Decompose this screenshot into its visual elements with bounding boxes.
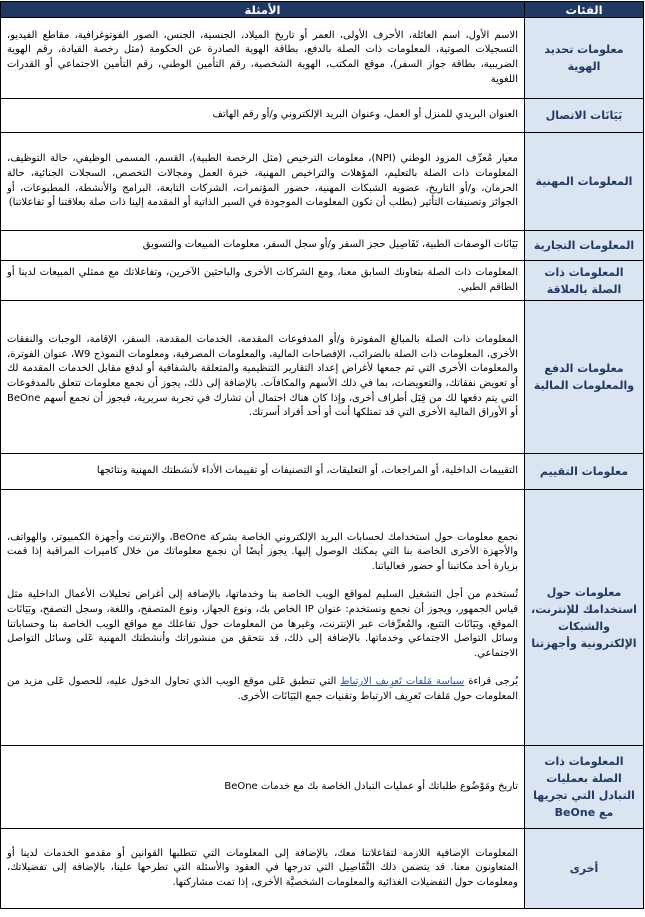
category-cell: معلومات التقييم [525,454,644,490]
category-cell: المعلومات المهنية [525,133,644,231]
examples-text: المعلومات ذات الصلة بتعاونك السابق معنا، ومع الشركات الأخرى والباحثين الآخرين، وتفاعلاتك مع ممثلي المبيعات لدينا أو الطاقم الطبي. [7,266,518,293]
table-row [1,99,644,133]
table-row [1,454,644,490]
header-examples: الأمثلة [1,2,525,18]
examples-text: نجمع معلومات حول استخدامك لحسابات البريد الإلكتروني الخاصة بشركة BeOne، والإنترنت وأجهزة الكمبيوتر، والهواتف، والأجهزة الأخرى الخاصة بنا التي يمكنك الوصول إليها. يجوز أيضًا أن نجمع معلوماتك من خلال كاميرات المراقبة إذا قمت بزيارة أحد مكاتبنا أو حضور فعالياتنا. [7,531,518,572]
examples-cell [1,99,525,133]
examples-text: التقييمات الداخلية، أو المراجعات، أو التعليقات، أو التصنيفات أو تقييمات الأداء لأنشطتك المهنية ونتائجها [96,465,518,477]
category-cell: معلومات حول استخدامك للإنترنت، والشبكات الإلكترونية وأجهزتنا [525,490,644,746]
table-row [1,261,644,301]
examples-cell [1,829,525,909]
category-cell: المعلومات ذات الصلة بالعلاقة [525,261,644,301]
examples-text: تاريخ ومَوْضُوع طلباتك أو عمليات التبادل الخاصة بك مع خدمات BeOne [224,780,518,792]
table-row [1,18,644,99]
examples-text: المعلومات الإضافية اللازمة لتفاعلاتنا معك، بالإضافة إلى المعلومات التي تتطلبها القوانين أو مقدمو الخدمات لدينا أو المتعاونون معنا. قد يتضمن ذلك التَّفَاصِيل التي تدرجها في العقود والأسئلة التي تطرحها علينا، بالإضافة إلى تفضيلاتك، ومعلومات حول التفضيلات الغذائية والمعلومات الشخصيَّة الأخرى، إذا تمت مشاركتها. [7,847,518,888]
examples-cell [1,454,525,490]
header-categories: الفئات [525,2,644,18]
category-cell: معلومات تحديد الهوية [525,18,644,99]
category-cell: أخرى [525,829,644,909]
table-row [1,829,644,909]
cookie-policy-link[interactable]: سياسة مَلفات تَعرِيف الارتباط [340,676,465,688]
table-row [1,133,644,231]
examples-cell [1,490,525,746]
examples-text: المعلومات ذات الصلة بالمبالغ المفوترة و/أو المدفوعات المقدمة، الخدمات المقدمة، السفر، الإقامة، الوجبات والنفقات الأخرى، المعلومات ذات الصلة بالضرائب، الإفصاحات المالية، والمعلومات المصرفية، ومعلومات النموذج W9، عنوان الفوترة، والمعلومات الأخرى التي تم جمعها لأغراض إعداد التقارير التنظيمية والمتعلقة بالشفافية أو لدفع مقابل الخدمات المقدمة لك أو تعويض نفقاتك، والتعويضات، بما في ذلك الأسهم والمكافآت. بالإضافة إلى ذلك، يجوز أن نجمع معلومات تتعلق بالمدفوعات التي يتم دفعها لك من قِبَل أطراف أخرى، وإذا كان هناك احتمال أن تشارك في تجربة سريرية، فيجوز أن نجمع أسهم BeOne أو الأوراق المالية الأخرى التي قد تمتلكها أنت أو أحد أفراد أسرتك. [7,334,518,419]
examples-text: معيار مُعرِّف المزود الوطني (NPI)، معلومات الترخيص (مثل الرخصة الطبية)، القسم، المسمى الوظيفي، حالة التوظيف، المعلومات ذات الصلة بالتعليم، المؤهلات والتراخيص المهنية، خبرة العمل ومجالات التخصص، السجلات الجنائية، حالة الحرمان، و/أو التاريخ، عضوية الشبكات المهنية، حضور المؤتمرات، الشركات التابعة، البرامج والأنشطة، المطبوعات، أو الجوائز وتصنيفات التأثير (بطلب أن تكون المعلومات الموجودة في السير الذاتية أو المقدمة إلينا ذات صلة بعلاقتنا أو تفاعلاتنا) [7,153,518,209]
examples-text: تُستخدم من أجل التشغيل السليم لمواقع الويب الخاصة بنا وخدماتها، بالإضافة إلى أغراض تحليلات الأعمال الداخلية مثل قياس الجمهور، ويجوز أن نجمع ونستخدم: عنوان IP الخاص بك، ونوع الجهاز، ونوع المتصفح، واللغة، وسجل التصفح، وبَيَانَات الموقع، وبَيَانَات التتبع، والمُعرِّفات عبر الإنترنت، وغيرها من المعلومات حول تفاعلك مع مواقع الويب الخاصة بنا وحساباتنا وسائل التواصل الاجتماعي وخدماتها. بالإضافة إلى ذلك، قد نتحقق من منشوراتك وأنشطتك المهنية عَلى وسائل التواصل الاجتماعي. [7,589,518,659]
data-categories-table [0,1,644,909]
examples-cell [1,301,525,454]
examples-text: الاسم الأول، اسم العائلة، الأحرف الأولى، العمر أو تاريخ الميلاد، الجنسية، الجنس، الصور الفوتوغرافية، مقاطع الفيديو، التسجيلات الصوتية، المعلومات ذات الصلة بالدفع، بطاقة الهوية الصادرة عن الحكومة (مثل رخصة القيادة، رقم الهوية الضريبية، بطاقة جواز السفر)، موقع المكتب، الهوية الشخصية، رقم التأمين الوطني، رقم التأمين الاجتماعي أو القدرات اللغوية [7,29,518,85]
examples-cell [1,261,525,301]
table-row [1,231,644,261]
document-page [1,1,644,915]
category-cell: بَيَانَات الاتصال [525,99,644,133]
category-cell: المعلومات ذات الصلة بعمليات التبادل التي تجريها مع BeOne [525,746,644,829]
cookie-policy-paragraph: يُرجى قراءة سياسة مَلفات تَعرِيف الارتباط التي تنطبق عَلى موقع الويب الذي تحاول الدخول عليه، للحصول عَلى مزيد من المعلومات حول مَلفات تَعرِيف الارتباط وتقنيات جمع البَيَانَات الأخرى. [7,676,518,702]
table-row [1,301,644,454]
examples-text: بَيَانَات الوصفات الطبية، تَفَاصِيل حجز السفر و/أو سجل السفر، معلومات المبيعات والتسويق [142,239,518,251]
examples-cell [1,231,525,261]
examples-cell [1,746,525,829]
table-row [1,746,644,829]
examples-cell [1,133,525,231]
category-cell: معلومات الدفع والمعلومات المالية [525,301,644,454]
examples-cell [1,18,525,99]
table-row [1,490,644,746]
examples-text: العنوان البريدي للمنزل أو العمل، وعنوان البريد الإلكتروني و/أو رقم الهاتف [212,109,518,121]
category-cell: المعلومات التجارية [525,231,644,261]
table-header-row [1,2,644,18]
